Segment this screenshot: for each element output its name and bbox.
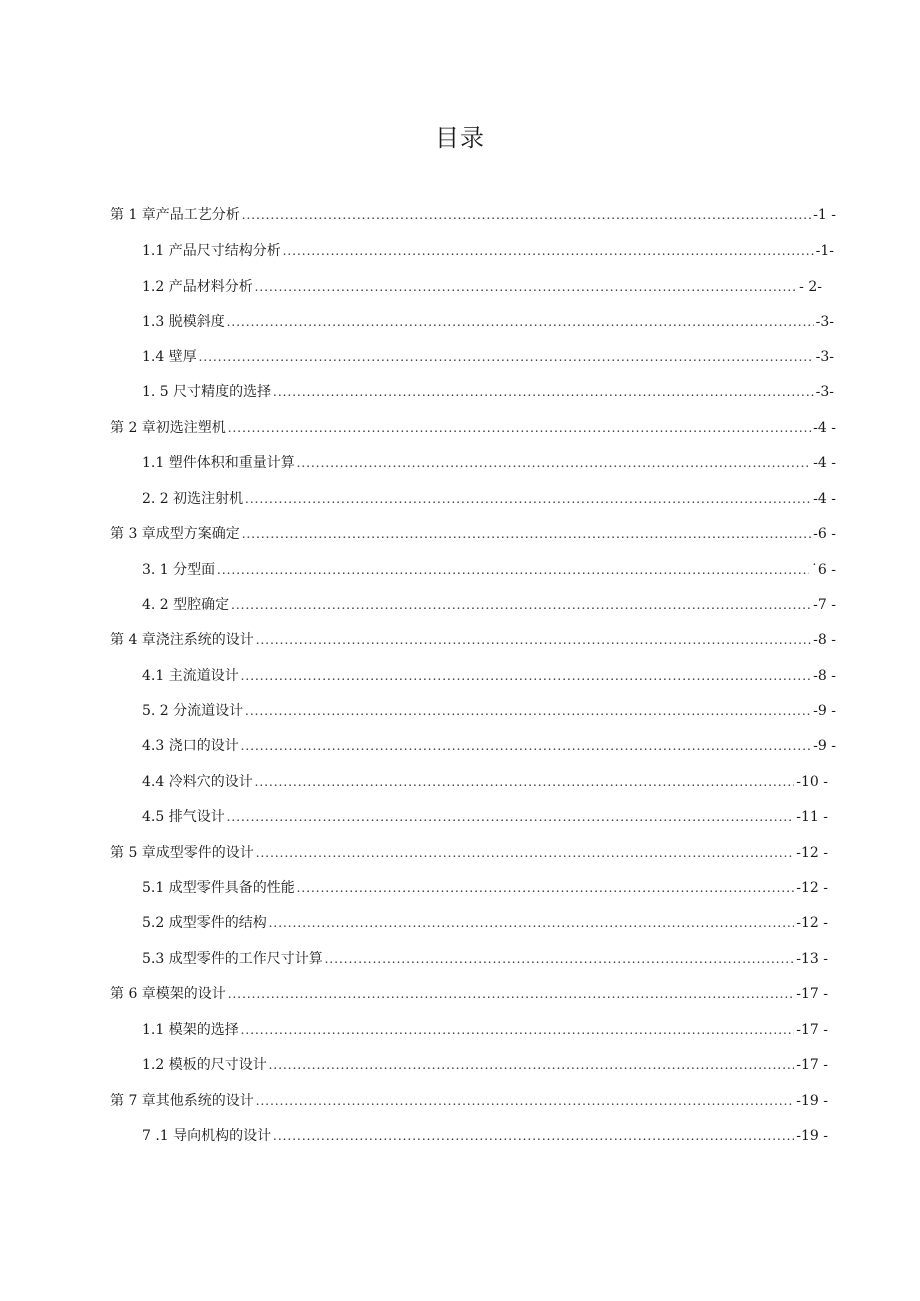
toc-entry-section[interactable] — [142, 595, 836, 615]
toc-leader-dots — [228, 985, 794, 1005]
toc-entry-label: 4.4 冷料穴的设计 — [142, 774, 253, 790]
toc-entry-label: 第 3 章成型方案确定 — [110, 526, 240, 542]
toc-leader-dots — [283, 242, 814, 262]
toc-leader-dots — [227, 808, 795, 828]
toc-entry-label: 第 2 章初选注塑机 — [110, 420, 226, 436]
toc-entry-section[interactable] — [142, 347, 834, 367]
toc-leader-dots — [325, 950, 795, 970]
toc-entry-label: 5. 2 分流道设计 — [142, 703, 244, 719]
toc-entry-chapter[interactable] — [110, 205, 836, 225]
toc-leader-dots — [241, 667, 811, 687]
toc-entry-page: -4 - — [813, 420, 836, 436]
toc-leader-dots — [297, 879, 795, 899]
toc-entry-section[interactable] — [142, 913, 828, 933]
toc-entry-section[interactable] — [142, 807, 828, 827]
toc-leader-dots — [297, 454, 811, 474]
toc-entry-section[interactable] — [142, 878, 828, 898]
toc-leader-dots — [256, 844, 794, 864]
toc-entry-page: -17 - — [796, 986, 828, 1002]
toc-entry-label: 1.1 产品尺寸结构分析 — [142, 243, 281, 259]
toc-leader-dots — [256, 1092, 794, 1112]
toc-entry-label: 4.1 主流道设计 — [142, 668, 239, 684]
toc-entry-page: -12 - — [796, 845, 828, 861]
toc-leader-dots — [255, 773, 795, 793]
toc-leader-dots — [256, 631, 811, 651]
toc-entry-section[interactable] — [142, 701, 836, 721]
toc-entry-label: 1.4 壁厚 — [142, 349, 197, 365]
toc-entry-page: -8 - — [813, 668, 836, 684]
toc-leader-dots — [245, 490, 811, 510]
toc-entry-section[interactable] — [142, 560, 836, 580]
toc-leader-dots — [199, 348, 814, 368]
toc-entry-label: 2. 2 初选注射机 — [142, 491, 244, 507]
toc-entry-section[interactable] — [142, 241, 834, 261]
toc-entry-label: 第 6 章模架的设计 — [110, 986, 226, 1002]
toc-entry-page: -13 - — [796, 951, 828, 967]
page-title: 目录 — [435, 124, 485, 152]
toc-entry-section[interactable] — [142, 736, 836, 756]
toc-entry-page: -19 - — [796, 1128, 828, 1144]
toc-entry-label: 第 1 章产品工艺分析 — [110, 207, 240, 223]
toc-entry-label: 3. 1 分型面 — [142, 562, 216, 578]
toc-entry-section[interactable] — [142, 453, 836, 473]
toc-entry-label: 7 .1 导向机构的设计 — [142, 1128, 272, 1144]
toc-leader-dots — [241, 737, 811, 757]
toc-entry-label: 5.3 成型零件的工作尺寸计算 — [142, 951, 323, 967]
toc-entry-page: -11 - — [796, 809, 828, 825]
toc-entry-chapter[interactable] — [110, 1091, 828, 1111]
toc-entry-section[interactable] — [142, 772, 828, 792]
toc-leader-dots — [255, 278, 797, 298]
toc-entry-page: -1 - — [813, 207, 836, 223]
toc-entry-page: -12 - — [796, 915, 828, 931]
toc-entry-page: -1- — [815, 243, 834, 259]
toc-entry-chapter[interactable] — [110, 984, 828, 1004]
toc-entry-chapter[interactable] — [110, 524, 836, 544]
toc-entry-page: -9 - — [813, 703, 836, 719]
toc-leader-dots — [241, 1021, 795, 1041]
toc-entry-label: 4.3 浇口的设计 — [142, 738, 239, 754]
toc-entry-section[interactable] — [142, 312, 834, 332]
toc-entry-page: - 2- — [799, 279, 822, 295]
toc-entry-label: 5.2 成型零件的结构 — [142, 915, 267, 931]
toc-entry-label: 1.1 模架的选择 — [142, 1022, 239, 1038]
toc-entry-page: -17 - — [796, 1022, 828, 1038]
toc-entry-section[interactable] — [142, 666, 836, 686]
toc-entry-chapter[interactable] — [110, 843, 828, 863]
toc-leader-dots — [242, 206, 811, 226]
toc-entry-page: -9 - — [813, 738, 836, 754]
toc-entry-label: 第 5 章成型零件的设计 — [110, 845, 254, 861]
toc-entry-page: -3- — [815, 384, 834, 400]
toc-entry-section[interactable] — [142, 1020, 828, 1040]
toc-entry-label: 5.1 成型零件具备的性能 — [142, 880, 295, 896]
toc-leader-dots — [273, 383, 813, 403]
toc-leader-dots — [273, 1127, 794, 1147]
toc-leader-dots — [245, 702, 811, 722]
toc-entry-section[interactable] — [142, 1055, 828, 1075]
toc-leader-dots — [227, 313, 814, 333]
toc-entry-label: 4.5 排气设计 — [142, 809, 225, 825]
toc-entry-section[interactable] — [142, 277, 822, 297]
toc-entry-page: ˙6 - — [810, 562, 836, 578]
toc-entry-label: 第 7 章其他系统的设计 — [110, 1093, 254, 1109]
toc-entry-section[interactable] — [142, 489, 836, 509]
toc-entry-chapter[interactable] — [110, 630, 836, 650]
toc-leader-dots — [217, 561, 809, 581]
toc-entry-page: -3- — [815, 349, 834, 365]
toc-entry-chapter[interactable] — [110, 418, 836, 438]
toc-entry-page: -7 - — [813, 597, 836, 613]
toc-entry-label: 1.3 脱模斜度 — [142, 314, 225, 330]
toc-entry-page: -4 - — [813, 491, 836, 507]
toc-entry-page: -10 - — [796, 774, 828, 790]
toc-entry-section[interactable] — [142, 1126, 828, 1146]
toc-entry-label: 第 4 章浇注系统的设计 — [110, 632, 254, 648]
toc-entry-page: -12 - — [796, 880, 828, 896]
toc-leader-dots — [269, 914, 795, 934]
toc-leader-dots — [242, 525, 811, 545]
toc-entry-label: 1. 5 尺寸精度的选择 — [142, 384, 272, 400]
toc-entry-label: 1.1 塑件体积和重量计算 — [142, 455, 295, 471]
toc-entry-section[interactable] — [142, 949, 828, 969]
toc-entry-page: -17 - — [796, 1057, 828, 1073]
toc-leader-dots — [231, 596, 811, 616]
toc-entry-section[interactable] — [142, 382, 834, 402]
toc-entry-label: 1.2 模板的尺寸设计 — [142, 1057, 267, 1073]
toc-entry-page: -3- — [815, 314, 834, 330]
toc-leader-dots — [269, 1056, 795, 1076]
toc-entry-page: -8 - — [813, 632, 836, 648]
toc-entry-page: -6 - — [813, 526, 836, 542]
toc-entry-page: -4 - — [813, 455, 836, 471]
toc-leader-dots — [228, 419, 811, 439]
toc-entry-label: 4. 2 型腔确定 — [142, 597, 230, 613]
toc-entry-label: 1.2 产品材料分析 — [142, 279, 253, 295]
toc-entry-page: -19 - — [796, 1093, 828, 1109]
